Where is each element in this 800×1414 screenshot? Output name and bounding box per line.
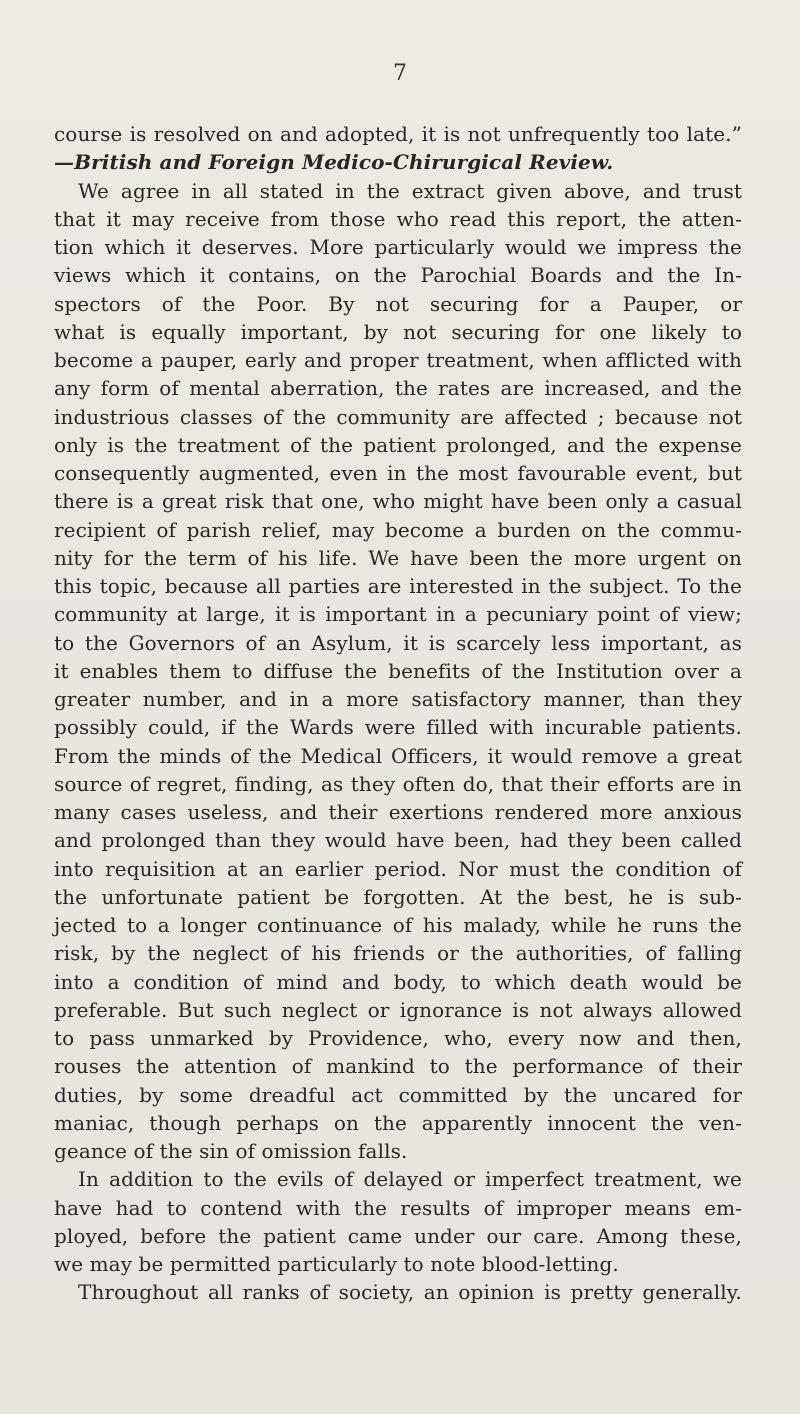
text-line: and prolonged than they would have been, had they been called: [54, 828, 742, 853]
text-line: industrious classes of the community are affected ; because not: [54, 404, 742, 429]
citation-line: —British and Foreign Medico-Chirurgical Review.: [54, 150, 614, 175]
text-line: nity for the term of his life. We have been the more urgent on: [54, 545, 742, 570]
text-line: have had to contend with the results of improper means em-: [54, 1195, 742, 1220]
text-line: there is a great risk that one, who might have been only a casual: [54, 489, 742, 514]
text-line: duties, by some dreadful act committed by the uncared for: [54, 1082, 742, 1107]
text-line: to the Governors of an Asylum, it is scarcely less important, as: [54, 630, 742, 655]
text-line: We agree in all stated in the extract given above, and trust: [78, 178, 742, 203]
text-line: become a pauper, early and proper treatment, when afflicted with: [54, 348, 742, 372]
text-line: that it may receive from those who read this report, the atten-: [54, 206, 742, 231]
text-line: only is the treatment of the patient prolonged, and the expense: [54, 432, 742, 457]
text-line: course is resolved on and adopted, it is not unfrequently too late.”: [54, 122, 742, 146]
text-line: tion which it deserves. More particularly would we impress the: [54, 235, 742, 259]
text-line: it enables them to diffuse the benefits of the Institution over a: [54, 658, 742, 683]
text-line: rouses the attention of mankind to the performance of their: [54, 1054, 742, 1079]
text-line: spectors of the Poor. By not securing for a Pauper, or: [54, 291, 742, 316]
text-line: source of regret, finding, as they often do, that their efforts are in: [54, 771, 742, 796]
text-line: maniac, though perhaps on the apparently innocent the ven-: [54, 1110, 742, 1135]
text-line: In addition to the evils of delayed or imperfect treatment, we: [78, 1167, 742, 1192]
page-number: 7: [393, 61, 407, 86]
text-line: jected to a longer continuance of his malady, while he runs the: [54, 913, 742, 937]
text-line: consequently augmented, even in the most favourable event, but: [54, 461, 742, 485]
text-line: From the minds of the Medical Officers, it would remove a great: [54, 743, 742, 768]
text-line: community at large, it is important in a pecuniary point of view;: [54, 602, 742, 627]
text-line: into a condition of mind and body, to which death would be: [54, 969, 742, 994]
text-line: the unfortunate patient be forgotten. At the best, he is sub-: [54, 884, 742, 909]
text-line: what is equally important, by not securing for one likely to: [54, 319, 742, 344]
text-line: ployed, before the patient came under our care. Among these,: [54, 1223, 742, 1248]
text-line: into requisition at an earlier period. Nor must the condition of: [54, 856, 742, 881]
body-text: [54, 120, 742, 1307]
text-line: preferable. But such neglect or ignorance is not always allowed: [54, 997, 742, 1022]
text-line: recipient of parish relief, may become a burden on the commu-: [54, 517, 742, 542]
text-line: geance of the sin of omission falls.: [54, 1139, 408, 1163]
text-line: any form of mental aberration, the rates are increased, and the: [54, 376, 742, 401]
text-line: to pass unmarked by Providence, who, every now and then,: [54, 1026, 742, 1050]
text-line: many cases useless, and their exertions rendered more anxious: [54, 800, 742, 824]
text-line: greater number, and in a more satisfactory manner, than they: [54, 687, 742, 711]
text-line: possibly could, if the Wards were filled with incurable patients.: [54, 715, 742, 740]
text-line: we may be permitted particularly to note blood-letting.: [54, 1252, 619, 1276]
text-line: risk, by the neglect of his friends or the authorities, of falling: [54, 941, 742, 966]
text-line: views which it contains, on the Parochial Boards and the In-: [54, 263, 742, 288]
text-line: Throughout all ranks of society, an opinion is pretty generally.: [78, 1280, 742, 1305]
text-line: this topic, because all parties are interested in the subject. To the: [54, 574, 742, 598]
